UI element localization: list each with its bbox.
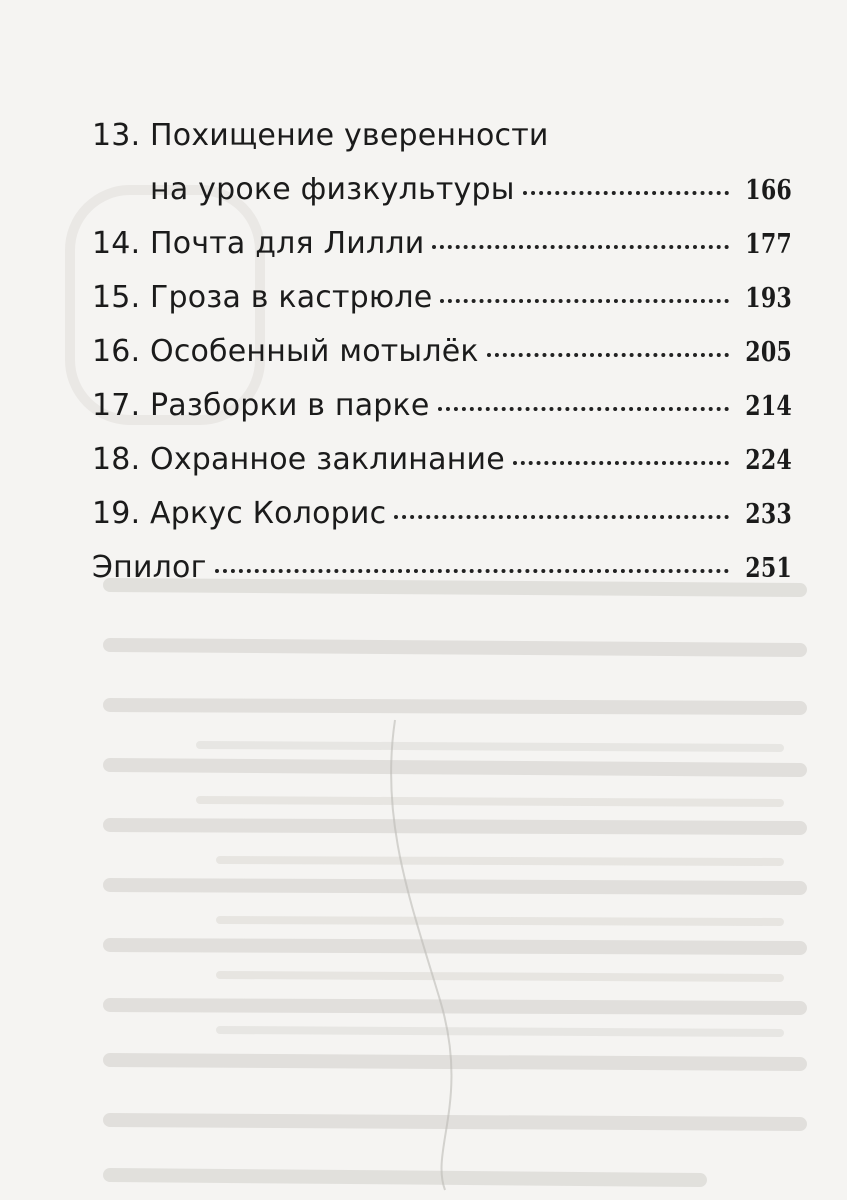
toc-page-number: 166 [745, 175, 792, 206]
toc-page-number: 233 [745, 499, 792, 530]
toc-entry-17 [92, 388, 792, 434]
toc-entry-number: 16. [92, 334, 141, 369]
toc-entry-title: Аркус Колорис [150, 496, 387, 531]
toc-entry-16 [92, 334, 792, 380]
toc-page-number: 177 [745, 229, 792, 260]
toc-entry-title: Охранное заклинание [150, 442, 505, 477]
toc-page-number: 205 [745, 337, 792, 368]
dot-leader [440, 299, 729, 303]
toc-entry-14 [92, 226, 792, 272]
toc-entry-13-line1 [92, 118, 792, 164]
toc-entry-epilogue [92, 550, 792, 596]
toc-page-number: 193 [745, 283, 792, 314]
toc-page-number: 251 [745, 553, 792, 584]
dot-leader [432, 245, 729, 249]
toc-entry-number: 17. [92, 388, 141, 423]
dot-leader [487, 353, 729, 357]
dot-leader [523, 191, 729, 195]
toc-entry-13 [92, 172, 792, 218]
toc-page-number: 214 [745, 391, 792, 422]
toc-entry-number: 13. [92, 118, 141, 153]
toc-entry-title: на уроке физкультуры [150, 172, 515, 207]
toc-entry-title: Разборки в парке [150, 388, 430, 423]
dot-leader [215, 569, 729, 573]
dot-leader [438, 407, 730, 411]
toc-entry-number: 15. [92, 280, 141, 315]
toc-entry-number: 18. [92, 442, 141, 477]
toc-entry-18 [92, 442, 792, 488]
toc-entry-title: Похищение уверенности [150, 118, 549, 153]
toc-entry-title: Почта для Лилли [150, 226, 425, 261]
toc-page-number: 224 [745, 445, 792, 476]
dot-leader [394, 515, 729, 519]
toc-entry-title: Особенный мотылёк [150, 334, 479, 369]
toc-entry-number: 19. [92, 496, 141, 531]
toc-entry-title: Гроза в кастрюле [150, 280, 433, 315]
toc-entry-19 [92, 496, 792, 542]
toc-entry-number: 14. [92, 226, 141, 261]
toc-entry-15 [92, 280, 792, 326]
toc-entry-title: Эпилог [92, 550, 207, 585]
dot-leader [513, 461, 729, 465]
